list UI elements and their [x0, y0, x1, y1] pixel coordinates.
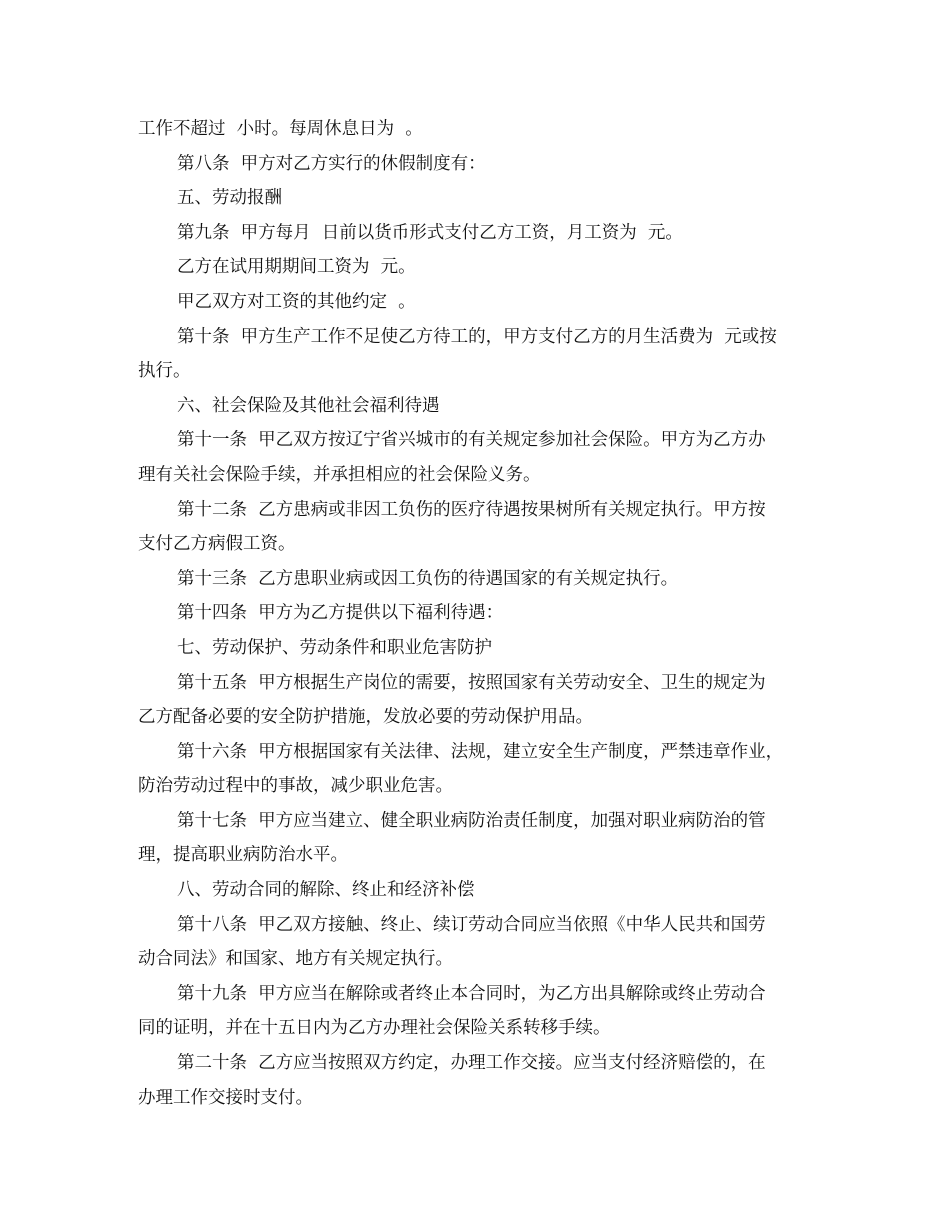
article-19-line: 第十九条 甲方应当在解除或者终止本合同时，为乙方出具解除或终止劳动合: [177, 983, 766, 1004]
article-10-line: 第十条 甲方生产工作不足使乙方待工的，甲方支付乙方的月生活费为 元或按: [177, 326, 777, 347]
article-13-line: 第十三条 乙方患职业病或因工负伤的待遇国家的有关规定执行。: [177, 568, 679, 589]
article-17-line: 第十七条 甲方应当建立、健全职业病防治责任制度，加强对职业病防治的管: [177, 810, 766, 831]
article-14-line: 第十四条 甲方为乙方提供以下福利待遇：: [177, 603, 504, 624]
text-line: 执行。: [138, 361, 191, 382]
text-line: 同的证明，并在十五日内为乙方办理社会保险关系转移手续。: [138, 1018, 611, 1039]
section-heading-labor-remuneration: 五、劳动报酬: [177, 188, 282, 209]
text-line: 理，提高职业病防治水平。: [138, 845, 348, 866]
section-heading-social-insurance: 六、社会保险及其他社会福利待遇: [177, 395, 440, 416]
text-line: 动合同法》和国家、地方有关规定执行。: [138, 949, 453, 970]
article-20-line: 第二十条 乙方应当按照双方约定，办理工作交接。应当支付经济赔偿的，在: [177, 1053, 766, 1074]
text-line: 乙方在试用期期间工资为 元。: [177, 257, 416, 278]
article-9-line: 第九条 甲方每月 日前以货币形式支付乙方工资，月工资为 元。: [177, 222, 683, 243]
text-line: 理有关社会保险手续，并承担相应的社会保险义务。: [138, 464, 541, 485]
article-12-line: 第十二条 乙方患病或非因工负伤的医疗待遇按果树所有关规定执行。甲方按: [177, 499, 766, 520]
text-line: 甲乙双方对工资的其他约定 。: [177, 291, 416, 312]
section-heading-contract-termination: 八、劳动合同的解除、终止和经济补偿: [177, 880, 475, 901]
article-15-line: 第十五条 甲方根据生产岗位的需要，按照国家有关劳动安全、卫生的规定为: [177, 672, 766, 693]
article-16-line: 第十六条 甲方根据国家有关法律、法规，建立安全生产制度，严禁违章作业，: [177, 741, 784, 762]
text-line: 乙方配备必要的安全防护措施，发放必要的劳动保护用品。: [138, 707, 593, 728]
section-heading-labor-protection: 七、劳动保护、劳动条件和职业危害防护: [177, 637, 492, 658]
text-line: 工作不超过 小时。每周休息日为 。: [138, 119, 423, 139]
text-line: 办理工作交接时支付。: [138, 1087, 313, 1108]
article-11-line: 第十一条 甲乙双方按辽宁省兴城市的有关规定参加社会保险。甲方为乙方办: [177, 430, 766, 451]
article-18-line: 第十八条 甲乙双方接触、终止、续订劳动合同应当依照《中华人民共和国劳: [177, 914, 766, 935]
article-8-line: 第八条 甲方对乙方实行的休假制度有：: [177, 153, 486, 174]
text-line: 支付乙方病假工资。: [138, 534, 296, 555]
document-body: [138, 112, 818, 1115]
text-line: 防治劳动过程中的事故，减少职业危害。: [138, 776, 453, 797]
